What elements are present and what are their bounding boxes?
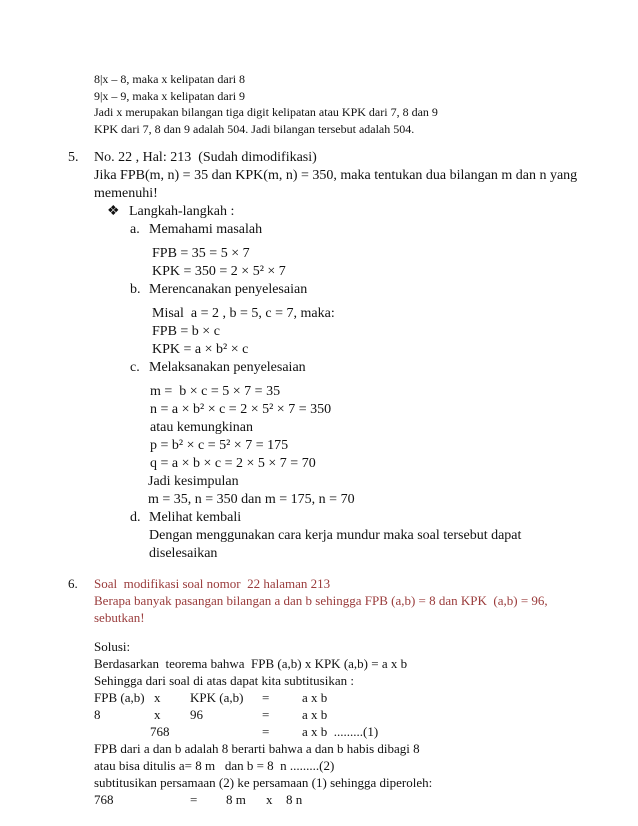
step-label: a. [130,222,140,237]
text-line: subtitusikan persamaan (2) ke persamaan (1) sehingga diperoleh: [94,775,433,790]
table-cell: KPK (a,b) [190,690,244,705]
table-cell: 8 n [286,792,303,807]
steps-title: Langkah-langkah : [129,204,235,219]
table-cell: FPB (a,b) [94,690,145,705]
math-line: m = b × c = 5 × 7 = 35 [150,384,281,399]
text-line: diselesaikan [149,546,218,561]
table-cell: a x b [302,707,328,722]
table-cell: 96 [190,707,203,722]
problem-number: 5. [68,150,79,165]
table-cell: = [262,724,270,739]
problem-number: 6. [68,576,78,591]
text-line: Dengan menggunakan cara kerja mundur maka soal tersebut dapat [149,528,522,543]
math-line: KPK = a × b² × c [152,342,249,357]
step-label: d. [130,510,141,525]
step-title: Merencanakan penyelesaian [149,282,308,297]
solution-label: Solusi: [94,639,131,654]
table-cell: x [154,690,161,705]
problem-question: sebutkan! [94,610,145,625]
step-title: Melaksanakan penyelesaian [149,360,306,375]
text-line: Jadi x merupakan bilangan tiga digit kelipatan atau KPK dari 7, 8 dan 9 [94,105,438,119]
math-line: KPK = 350 = 2 × 5² × 7 [152,264,286,279]
table-cell: a x b .........(1) [302,724,379,739]
text-line: Berdasarkan teorema bahwa FPB (a,b) x KPK (a,b) = a x b [94,656,408,671]
table-cell: a x b [302,690,328,705]
math-line: m = 35, n = 350 dan m = 175, n = 70 [148,492,355,507]
step-title: Melihat kembali [149,510,242,525]
text-line: 8|x – 8, maka x kelipatan dari 8 [94,72,246,86]
table-cell: x [154,707,161,722]
math-line: FPB = 35 = 5 × 7 [152,246,250,261]
text-line: Sehingga dari soal di atas dapat kita subtitusikan : [94,673,354,688]
math-line: Misal a = 2 , b = 5, c = 7, maka: [152,306,335,321]
math-line: Jadi kesimpulan [148,474,239,489]
step-label: b. [130,282,141,297]
text-line: FPB dari a dan b adalah 8 berarti bahwa a dan b habis dibagi 8 [94,741,420,756]
problem-statement: memenuhi! [94,186,158,201]
table-cell: 768 [150,724,170,739]
text-line: atau bisa ditulis a= 8 m dan b = 8 n .........(2) [94,758,335,773]
math-line: FPB = b × c [152,324,220,339]
text-line: 9|x – 9, maka x kelipatan dari 9 [94,89,246,103]
table-cell: 8 m [226,792,246,807]
table-cell: = [262,707,270,722]
table-cell: x [266,792,273,807]
table-cell: = [190,792,198,807]
problem-statement: Jika FPB(m, n) = 35 dan KPK(m, n) = 350, maka tentukan dua bilangan m dan n yang [94,168,578,183]
math-line: p = b² × c = 5² × 7 = 175 [150,438,289,453]
diamond-bullet-icon: ❖ [107,204,120,219]
problem-heading: Soal modifikasi soal nomor 22 halaman 213 [94,576,331,591]
math-line: atau kemungkinan [150,420,254,435]
math-line: q = a × b × c = 2 × 5 × 7 = 70 [150,456,316,471]
problem-heading: No. 22 , Hal: 213 (Sudah dimodifikasi) [94,150,317,165]
problem-question: Berapa banyak pasangan bilangan a dan b sehingga FPB (a,b) = 8 dan KPK (a,b) = 96, [94,593,548,608]
table-cell: 768 [94,792,114,807]
math-line: n = a × b² × c = 2 × 5² × 7 = 350 [150,402,332,417]
table-cell: = [262,690,270,705]
step-label: c. [130,360,140,375]
text-line: KPK dari 7, 8 dan 9 adalah 504. Jadi bilangan tersebut adalah 504. [94,122,415,136]
step-title: Memahami masalah [149,222,263,237]
table-cell: 8 [94,707,101,722]
